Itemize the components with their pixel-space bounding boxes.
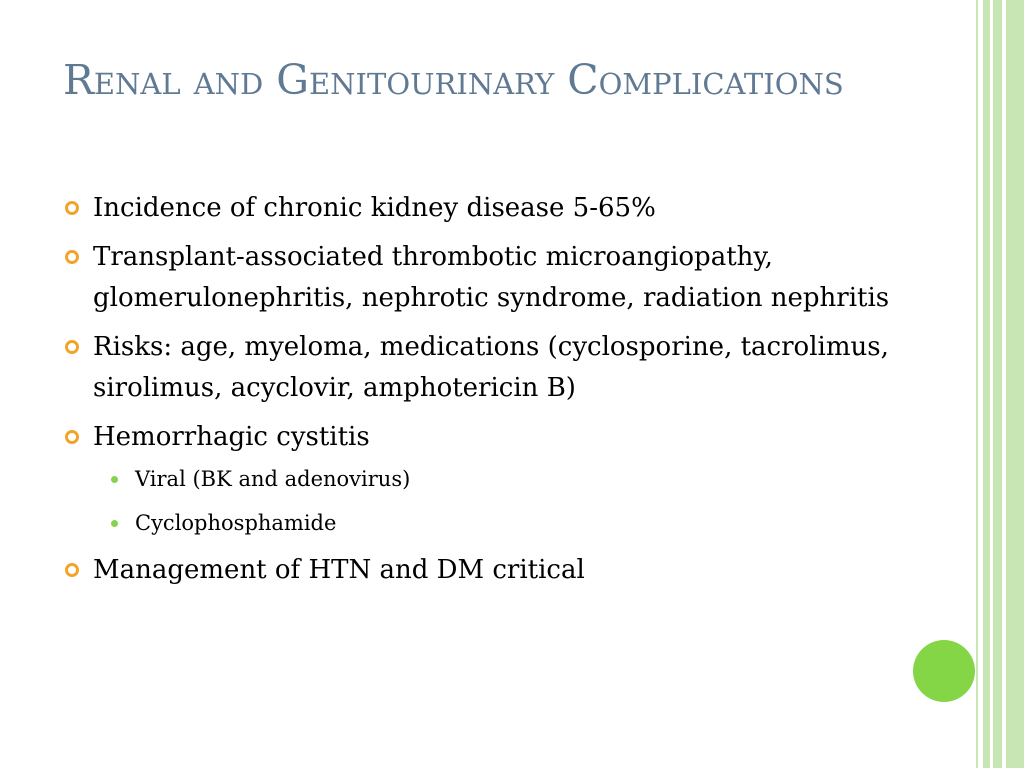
slide-body bbox=[63, 188, 943, 599]
ring-bullet-icon bbox=[65, 563, 79, 577]
decorative-stripe bbox=[993, 0, 1002, 768]
list-item bbox=[63, 188, 943, 229]
dot-bullet-icon bbox=[111, 476, 118, 483]
list-item bbox=[63, 417, 943, 542]
ring-bullet-icon bbox=[65, 430, 79, 444]
list-item bbox=[63, 327, 943, 409]
slide-title: Renal and Genitourinary Complications bbox=[63, 56, 844, 104]
bullet-list bbox=[63, 188, 943, 591]
decorative-stripe bbox=[976, 0, 978, 768]
bullet-text: Management of HTN and DM critical bbox=[93, 555, 585, 585]
decorative-stripe bbox=[983, 0, 990, 768]
ring-bullet-icon bbox=[65, 250, 79, 264]
sub-bullet-text: Viral (BK and adenovirus) bbox=[135, 467, 411, 491]
sub-bullet-text: Cyclophosphamide bbox=[135, 511, 337, 535]
dot-bullet-icon bbox=[111, 520, 118, 527]
sub-list-item bbox=[93, 460, 943, 498]
sub-list-item bbox=[93, 504, 943, 542]
list-item bbox=[63, 550, 943, 591]
decorative-stripe bbox=[1006, 0, 1024, 768]
ring-bullet-icon bbox=[65, 201, 79, 215]
bullet-text: Risks: age, myeloma, medications (cyclosporine, tacrolimus, sirolimus, acyclovir, amphotericin B) bbox=[93, 332, 889, 403]
decorative-circle bbox=[913, 640, 975, 702]
bullet-text: Transplant-associated thrombotic microangiopathy, glomerulonephritis, nephrotic syndrome, radiation nephritis bbox=[93, 242, 890, 313]
list-item bbox=[63, 237, 943, 319]
ring-bullet-icon bbox=[65, 340, 79, 354]
bullet-text: Hemorrhagic cystitis bbox=[93, 422, 370, 452]
bullet-text: Incidence of chronic kidney disease 5-65% bbox=[93, 193, 656, 223]
sub-bullet-list bbox=[93, 460, 943, 542]
